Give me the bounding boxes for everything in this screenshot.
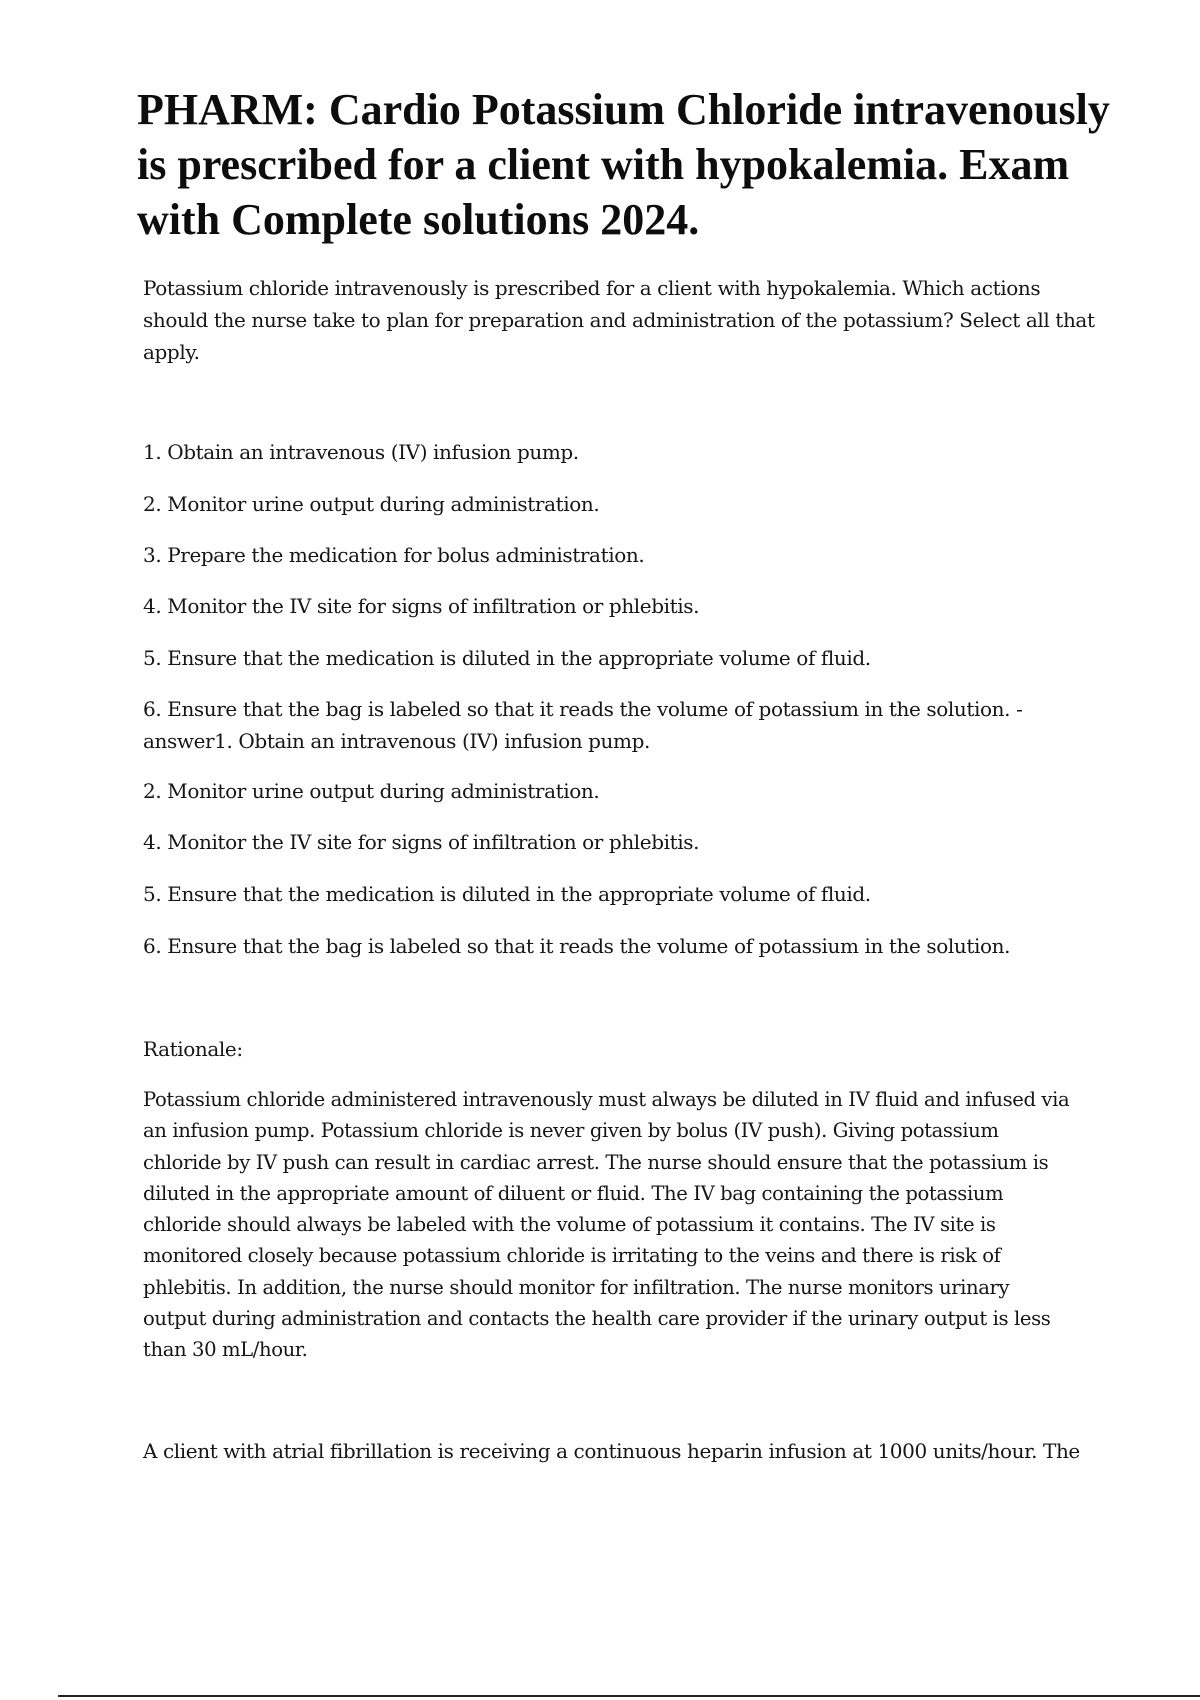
option-3: 3. Prepare the medication for bolus administration. [143, 543, 645, 567]
option-4: 4. Monitor the IV site for signs of infiltration or phlebitis. [143, 594, 700, 618]
rationale-line: chloride by IV push can result in cardiac arrest. The nurse should ensure that the potassium is [143, 1150, 1049, 1174]
rationale-line: an infusion pump. Potassium chloride is never given by bolus (IV push). Giving potassium [143, 1119, 999, 1143]
question-line: apply. [143, 340, 200, 364]
question-line: Potassium chloride intravenously is prescribed for a client with hypokalemia. Which actions [143, 276, 1041, 300]
page-bottom-divider [58, 1695, 1200, 1697]
document-title [137, 82, 1200, 247]
answer-item-5: 5. Ensure that the medication is diluted in the appropriate volume of fluid. [143, 882, 871, 906]
question-line: should the nurse take to plan for preparation and administration of the potassium? Select all that [143, 308, 1095, 332]
answer-first-line: answer1. Obtain an intravenous (IV) infusion pump. [143, 729, 650, 753]
rationale-line: monitored closely because potassium chloride is irritating to the veins and there is risk of [143, 1244, 1001, 1268]
rationale-heading: Rationale: [143, 1037, 243, 1061]
rationale-line: output during administration and contacts the health care provider if the urinary output is less [143, 1307, 1051, 1331]
rationale-text [143, 1084, 1069, 1366]
rationale-line: Potassium chloride administered intravenously must always be diluted in IV fluid and infused via [143, 1088, 1070, 1111]
rationale-line: chloride should always be labeled with the volume of potassium it contains. The IV site is [143, 1213, 996, 1237]
next-question-line: A client with atrial fibrillation is receiving a continuous heparin infusion at 1000 units/hour. The [143, 1439, 1080, 1463]
next-question-text [143, 1435, 1080, 1467]
title-line: PHARM: Cardio Potassium Chloride intravenously [137, 85, 1110, 134]
title-line: is prescribed for a client with hypokalemia. Exam [137, 140, 1070, 189]
answer-item-6: 6. Ensure that the bag is labeled so that it reads the volume of potassium in the solution. [143, 934, 1011, 958]
title-line: with Complete solutions 2024. [137, 195, 700, 244]
rationale-line: diluted in the appropriate amount of diluent or fluid. The IV bag containing the potassium [143, 1181, 1004, 1205]
option-5: 5. Ensure that the medication is diluted in the appropriate volume of fluid. [143, 646, 871, 670]
option-1: 1. Obtain an intravenous (IV) infusion pump. [143, 440, 579, 464]
answer-item-4: 4. Monitor the IV site for signs of infiltration or phlebitis. [143, 830, 700, 854]
rationale-line: than 30 mL/hour. [143, 1338, 308, 1362]
option-6: 6. Ensure that the bag is labeled so that it reads the volume of potassium in the solution. - [143, 697, 1023, 721]
question-text [143, 272, 1095, 368]
rationale-line: phlebitis. In addition, the nurse should monitor for infiltration. The nurse monitors urinary [143, 1275, 1010, 1299]
answer-item-2: 2. Monitor urine output during administration. [143, 779, 600, 803]
option-2: 2. Monitor urine output during administration. [143, 492, 600, 516]
